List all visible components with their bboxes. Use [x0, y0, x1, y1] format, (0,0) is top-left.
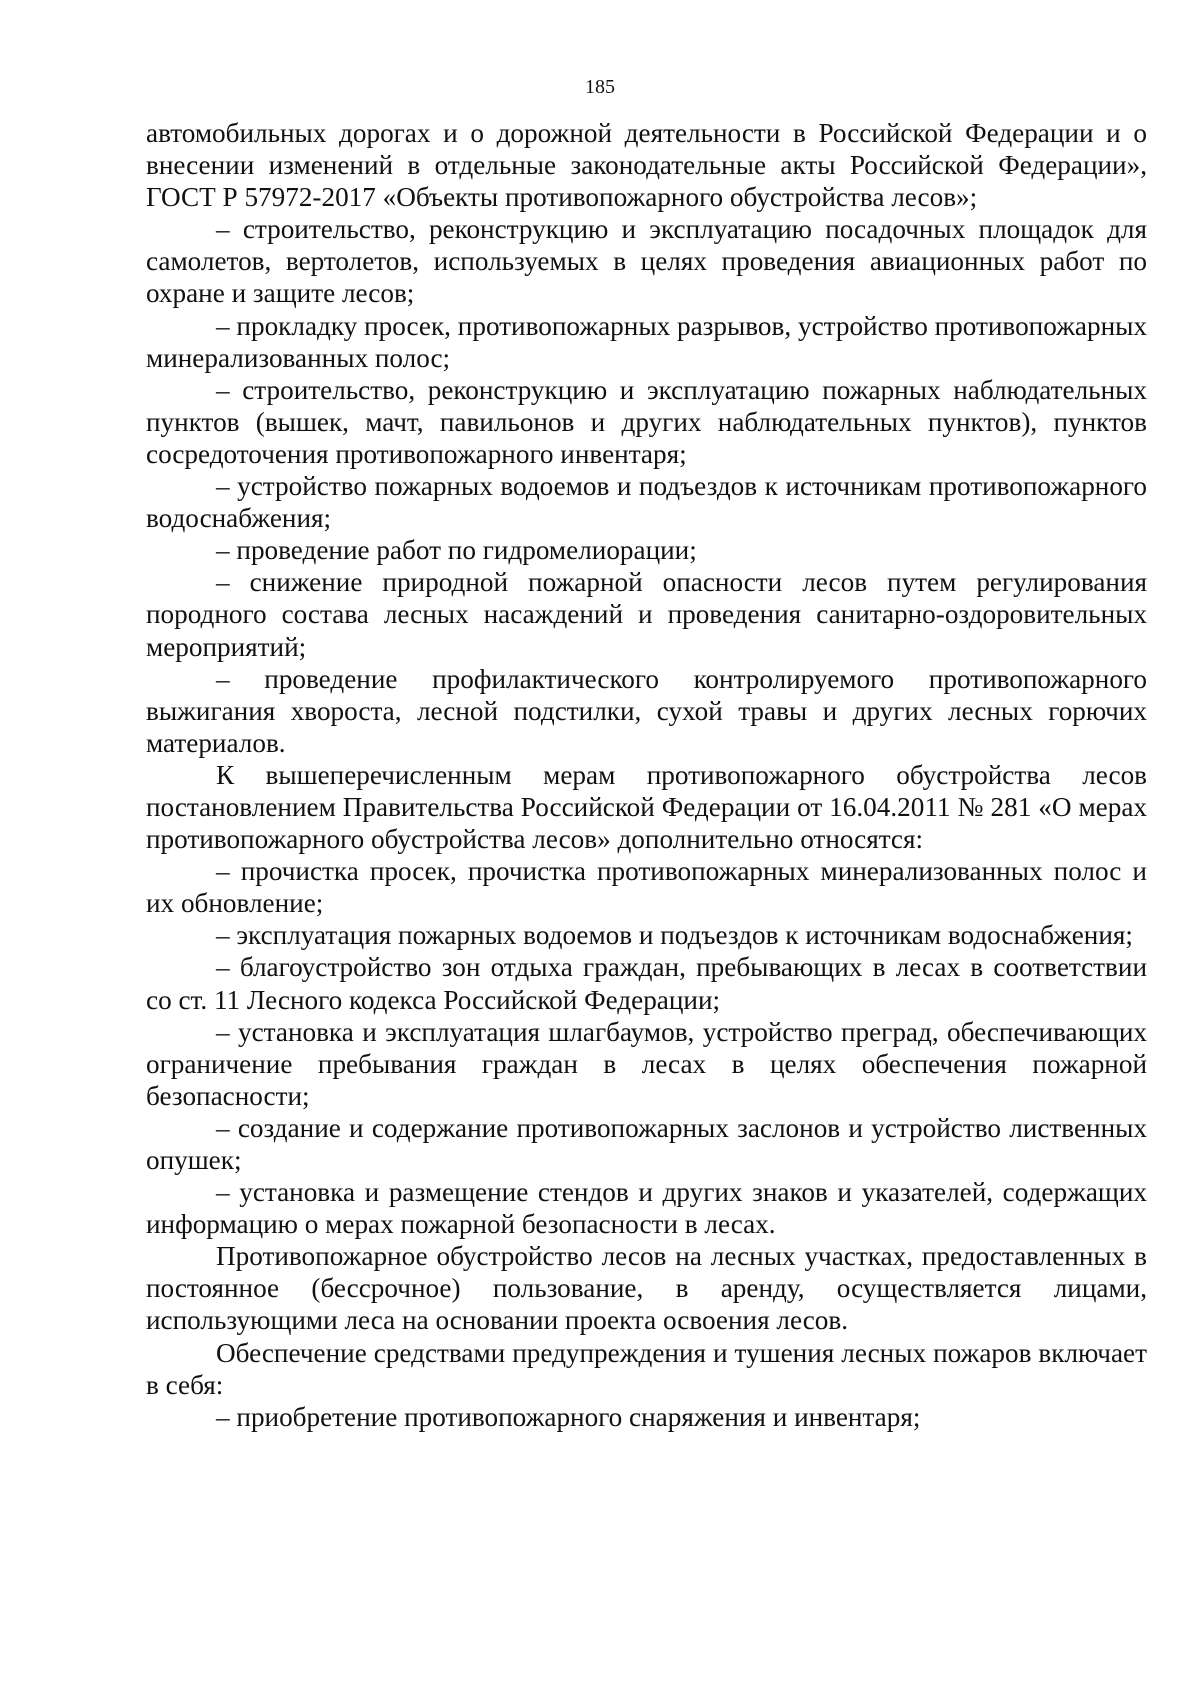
list-item: – устройство пожарных водоемов и подъездов к источникам противопожарного водоснабжения; — [146, 471, 1147, 534]
list-item: – прочистка просек, прочистка противопожарных минерализованных полос и их обновление; — [146, 856, 1147, 919]
page-number: 185 — [585, 76, 615, 98]
list-item: – строительство, реконструкцию и эксплуатацию пожарных наблюдательных пунктов (вышек, мачт, павильонов и других наблюдательных пунктов), пунктов сосредоточения противопожарного инвентаря; — [146, 374, 1147, 469]
list-item: – прокладку просек, противопожарных разрывов, устройство противопожарных минерализованных полос; — [146, 310, 1147, 373]
list-item: – приобретение противопожарного снаряжения и инвентаря; — [216, 1401, 921, 1432]
body-text — [146, 117, 1147, 1433]
paragraph: К вышеперечисленным мерам противопожарного обустройства лесов постановлением Правительства Российской Федерации от 16.04.2011 № 281 «О мерах противопожарного обустройства лесов» дополнительно относятся: — [146, 759, 1147, 855]
list-item: – проведение профилактического контролируемого противопожарного выжигания хвороста, лесной подстилки, сухой травы и других лесных горючих материалов. — [146, 663, 1147, 758]
list-item: – создание и содержание противопожарных заслонов и устройство лиственных опушек; — [146, 1112, 1147, 1175]
list-item: – эксплуатация пожарных водоемов и подъездов к источникам водоснабжения; — [216, 920, 1133, 951]
list-item: – строительство, реконструкцию и эксплуатацию посадочных площадок для самолетов, вертолетов, используемых в целях проведения авиационных работ по охране и защите лесов; — [146, 214, 1147, 309]
list-item: – установка и размещение стендов и других знаков и указателей, содержащих информацию о мерах пожарной безопасности в лесах. — [146, 1177, 1147, 1240]
list-item: – снижение природной пожарной опасности лесов путем регулирования породного состава лесных насаждений и проведения санитарно-оздоровительных мероприятий; — [146, 567, 1147, 662]
paragraph: Противопожарное обустройство лесов на лесных участках, предоставленных в постоянное (бессрочное) пользование, в аренду, осуществляется лицами, использующими леса на основании проекта освоения лесов. — [146, 1241, 1147, 1336]
list-item: – благоустройство зон отдыха граждан, пребывающих в лесах в соответствии со ст. 11 Лесного кодекса Российской Федерации; — [146, 952, 1147, 1015]
paragraph: автомобильных дорогах и о дорожной деятельности в Российской Федерации и о внесении изменений в отдельные законодательные акты Российской Федерации», ГОСТ Р 57972-2017 «Объекты противопожарного обустройства лесов»; — [146, 118, 1147, 213]
list-item: – установка и эксплуатация шлагбаумов, устройство преград, обеспечивающих ограничение пребывания граждан в лесах в целях обеспечения пожарной безопасности; — [146, 1016, 1147, 1111]
paragraph: Обеспечение средствами предупреждения и тушения лесных пожаров включает в себя: — [146, 1337, 1147, 1400]
list-item: – проведение работ по гидромелиорации; — [216, 535, 697, 566]
